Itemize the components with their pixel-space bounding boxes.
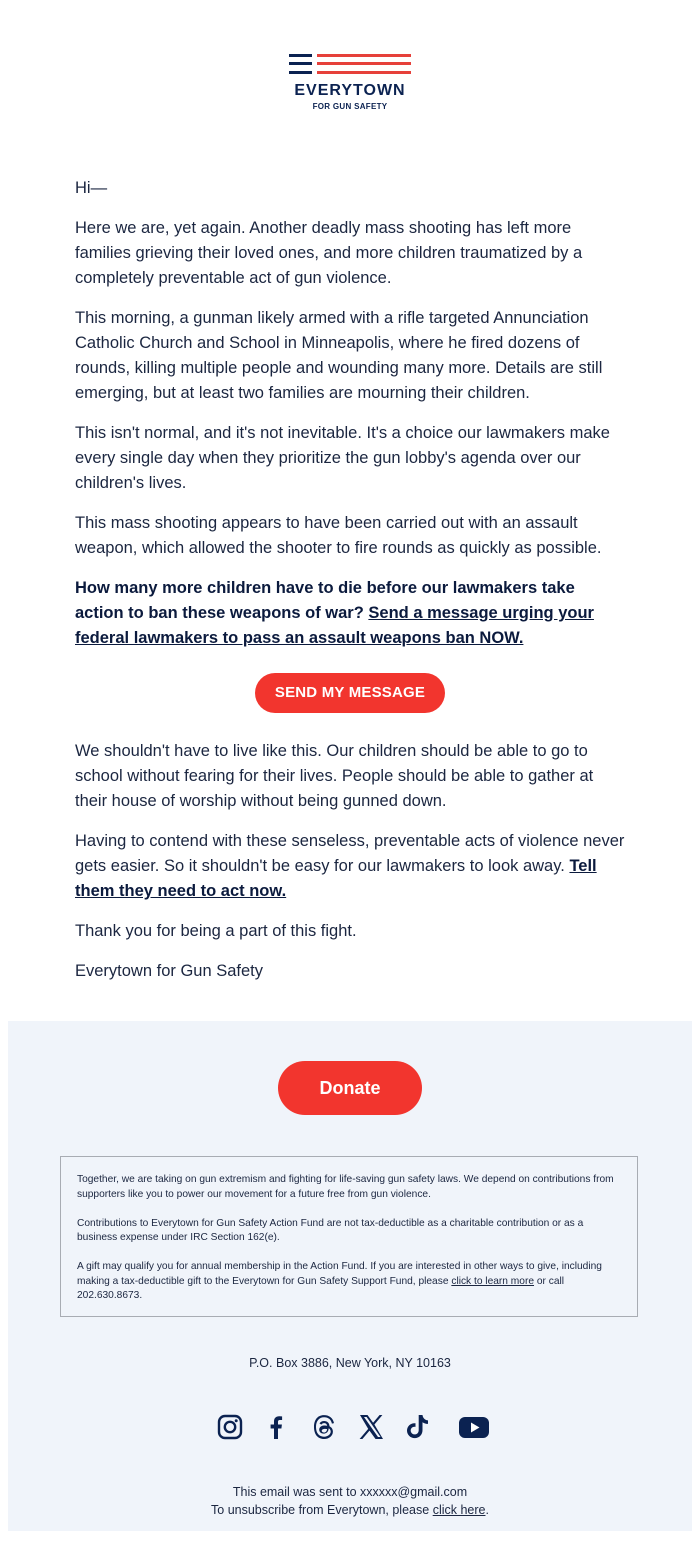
legal-paragraph-1: Together, we are taking on gun extremism and fighting for life-saving gun safety laws. We depend on contributions from supporters like you to power our movement for a future free from gun violence. bbox=[77, 1174, 614, 1200]
paragraph-7-text: Having to contend with these senseless, preventable acts of violence never gets easier. So it shouldn't be easy for our lawmakers to look away. bbox=[75, 832, 625, 875]
paragraph-2: This morning, a gunman likely armed with a rifle targeted Annunciation Catholic Church and School in Minneapolis, where he fired dozens of rounds, killing multiple people and wounding many more. Details are still emerging, but at least two families are mourning their children. bbox=[75, 309, 603, 402]
donate-button[interactable]: Donate bbox=[278, 1061, 422, 1115]
unsubscribe-line: To unsubscribe from Everytown, please click here. bbox=[211, 1503, 489, 1517]
paragraph-8: Thank you for being a part of this fight. bbox=[75, 922, 357, 940]
email-recipient-notice bbox=[8, 1483, 692, 1519]
tiktok-icon[interactable] bbox=[402, 1411, 434, 1443]
greeting: Hi— bbox=[75, 179, 108, 197]
legal-paragraph-3 bbox=[77, 1260, 621, 1304]
unsubscribe-text: To unsubscribe from Everytown, please bbox=[211, 1503, 430, 1517]
youtube-icon[interactable] bbox=[458, 1411, 490, 1443]
mailing-address: P.O. Box 3886, New York, NY 10163 bbox=[249, 1356, 451, 1370]
legal-paragraph-2: Contributions to Everytown for Gun Safety Action Fund are not tax-deductible as a charitable contribution or as a business expense under IRC Section 162(e). bbox=[77, 1217, 584, 1243]
threads-icon[interactable] bbox=[308, 1411, 340, 1443]
learn-more-link[interactable]: click to learn more bbox=[451, 1275, 535, 1287]
unsubscribe-link[interactable]: click here bbox=[432, 1503, 486, 1517]
legal-disclaimer-box bbox=[60, 1156, 638, 1317]
paragraph-6: We shouldn't have to live like this. Our children should be able to go to school without fearing for their lives. People should be able to gather at their house of worship without being gunned down. bbox=[75, 742, 594, 810]
paragraph-5 bbox=[75, 576, 625, 651]
legal-paragraph-3-tail: or call 202.630.8673. bbox=[77, 1275, 565, 1301]
facebook-icon[interactable] bbox=[260, 1411, 292, 1443]
paragraph-1: Here we are, yet again. Another deadly mass shooting has left more families grieving their loved ones, and more children traumatized by a completely preventable act of gun violence. bbox=[75, 219, 583, 287]
social-links bbox=[214, 1411, 490, 1443]
instagram-icon[interactable] bbox=[214, 1411, 246, 1443]
cta-wrapper bbox=[75, 673, 625, 713]
signature: Everytown for Gun Safety bbox=[75, 962, 264, 980]
send-my-message-button[interactable]: SEND MY MESSAGE bbox=[255, 673, 445, 713]
logo-stripes-icon bbox=[289, 53, 411, 77]
call-question: How many more children have to die before our lawmakers take action to ban these weapons of war? bbox=[75, 579, 575, 622]
act-now-link[interactable]: Tell them they need to act now. bbox=[75, 857, 597, 900]
legal-paragraph-3-text: A gift may qualify you for annual membership in the Action Fund. If you are interested in other ways to give, including making a tax-deductible gift to the Everytown for Gun Safety Support Fund, please bbox=[77, 1261, 602, 1287]
everytown-logo[interactable] bbox=[289, 53, 411, 113]
paragraph-7 bbox=[75, 829, 625, 904]
send-message-link[interactable]: Send a message urging your federal lawmakers to pass an assault weapons ban NOW. bbox=[75, 604, 594, 647]
logo-wordmark: EVERYTOWN bbox=[294, 82, 406, 99]
paragraph-4: This mass shooting appears to have been carried out with an assault weapon, which allowed the shooter to fire rounds as quickly as possible. bbox=[75, 514, 602, 557]
footer bbox=[8, 1021, 692, 1531]
x-icon[interactable] bbox=[355, 1411, 387, 1443]
email-body bbox=[75, 176, 625, 999]
logo-tagline: FOR GUN SAFETY bbox=[312, 102, 388, 111]
paragraph-3: This isn't normal, and it's not inevitable. It's a choice our lawmakers make every single day when they prioritize the gun lobby's agenda over our children's lives. bbox=[75, 424, 610, 492]
sent-to-text: This email was sent to xxxxxx@gmail.com bbox=[232, 1485, 468, 1499]
